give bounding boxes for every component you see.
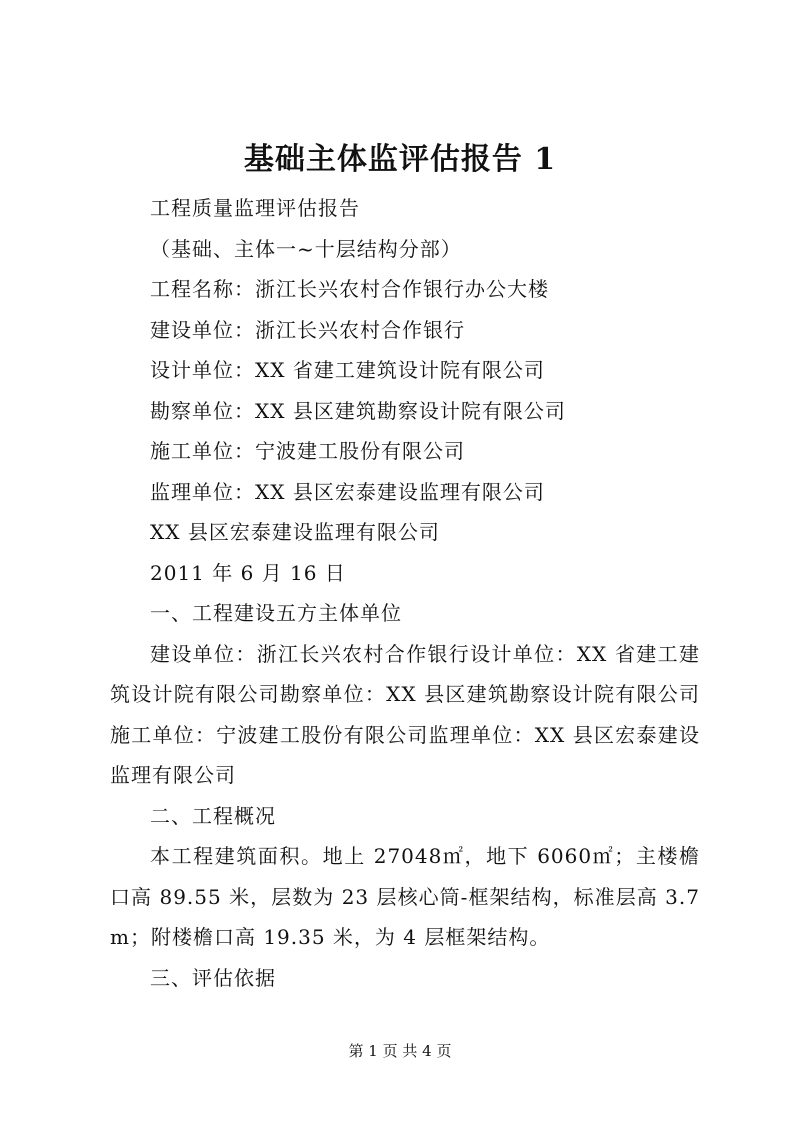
report-date: 2011 年 6 月 16 日	[150, 560, 346, 585]
construction-unit: 施工单位：宁波建工股份有限公司	[150, 439, 465, 463]
page-footer: 第 1 页 共 4 页	[348, 1042, 452, 1060]
section-heading-2: 二、工程概况	[150, 803, 276, 828]
document-title: 基础主体监评估报告 1	[243, 142, 557, 177]
project-name: 工程名称：浙江长兴农村合作银行办公大楼	[150, 277, 549, 301]
supervision-unit: 监理单位：XX 县区宏泰建设监理有限公司	[150, 479, 545, 504]
design-unit: 设计单位：XX 省建工建筑设计院有限公司	[150, 358, 545, 382]
report-subtitle: 工程质量监理评估报告	[150, 196, 360, 220]
section-1-paragraph: 建设单位：浙江长兴农村合作银行设计单位：XX 省建工建筑设计院有限公司勘察单位：XX 县区建筑勘察设计院有限公司施工单位：宁波建工股份有限公司监理单位：XX 县区宏泰建设监理有限公司	[110, 641, 700, 787]
survey-unit: 勘察单位：XX 县区建筑勘察设计院有限公司	[150, 398, 566, 423]
section-2-paragraph: 本工程建筑面积。地上 27048㎡，地下 6060㎡；主楼檐口高 89.55 米，层数为 23 层核心筒-框架结构，标准层高 3.7m；附楼檐口高 19.35 米，为 4 层框架结构。	[110, 844, 700, 949]
section-heading-3: 三、评估依据	[150, 965, 276, 990]
report-scope: （基础、主体一~十层结构分部）	[150, 236, 462, 261]
owner-unit: 建设单位：浙江长兴农村合作银行	[150, 317, 465, 342]
issuing-company: XX 县区宏泰建设监理有限公司	[150, 520, 440, 544]
section-heading-1: 一、工程建设五方主体单位	[150, 601, 402, 625]
document-body	[110, 188, 700, 998]
